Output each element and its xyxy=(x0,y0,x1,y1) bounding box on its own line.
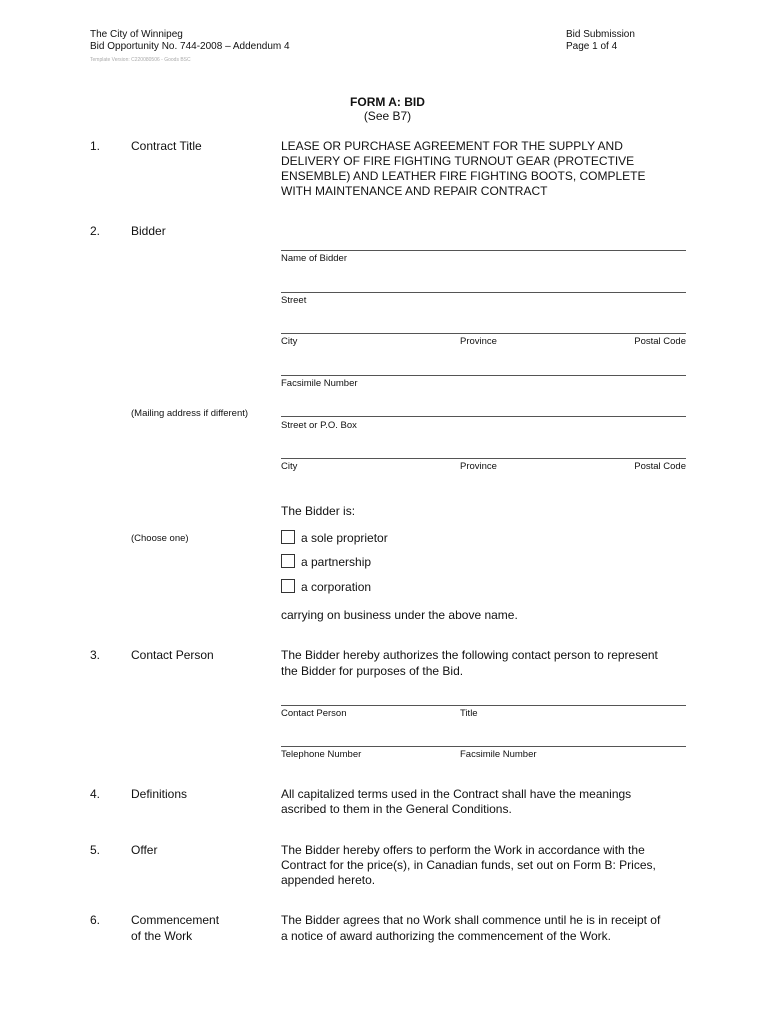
street-po-box-label: Street or P.O. Box xyxy=(281,420,357,431)
section-1-number: 1. xyxy=(90,139,101,153)
commencement-text-line-1: The Bidder agrees that no Work shall commence until he is in receipt of xyxy=(281,913,661,927)
contract-title-line-4: WITH MAINTENANCE AND REPAIR CONTRACT xyxy=(281,184,548,198)
sole-proprietor-checkbox[interactable] xyxy=(281,530,295,544)
section-2-number: 2. xyxy=(90,224,101,238)
section-4-number: 4. xyxy=(90,787,101,801)
province-label: Province xyxy=(460,336,497,347)
contact-title-label: Title xyxy=(460,708,478,719)
street-field[interactable] xyxy=(281,292,686,293)
corporation-checkbox[interactable] xyxy=(281,579,295,593)
mailing-city-label: City xyxy=(281,461,298,472)
corporation-label: a corporation xyxy=(301,580,372,594)
street-po-box-field[interactable] xyxy=(281,416,686,417)
mailing-province-label: Province xyxy=(460,461,497,472)
section-6-label-line-2: of the Work xyxy=(131,929,193,943)
name-of-bidder-label: Name of Bidder xyxy=(281,253,348,264)
header-bid-opportunity: Bid Opportunity No. 744-2008 – Addendum 4 xyxy=(90,41,290,52)
offer-text-line-3: appended hereto. xyxy=(281,873,376,887)
contract-title-line-1: LEASE OR PURCHASE AGREEMENT FOR THE SUPPLY AND xyxy=(281,139,623,153)
sole-proprietor-label: a sole proprietor xyxy=(301,531,388,545)
definitions-text-line-1: All capitalized terms used in the Contract shall have the meanings xyxy=(281,787,632,801)
facsimile-number-field[interactable] xyxy=(281,375,686,376)
mailing-postal-code-label: Postal Code xyxy=(634,461,686,472)
city-province-postal-field[interactable] xyxy=(281,333,686,334)
contact-person-text-line-2: the Bidder for purposes of the Bid. xyxy=(281,664,464,678)
telephone-number-label: Telephone Number xyxy=(281,749,362,760)
form-subtitle: (See B7) xyxy=(363,109,412,123)
section-4-label: Definitions xyxy=(131,787,188,801)
offer-text-line-1: The Bidder hereby offers to perform the Work in accordance with the xyxy=(281,843,645,857)
contact-person-title-field[interactable] xyxy=(281,705,686,706)
partnership-checkbox[interactable] xyxy=(281,554,295,568)
section-6-label-line-1: Commencement xyxy=(131,913,220,927)
section-5-number: 5. xyxy=(90,843,101,857)
postal-code-label: Postal Code xyxy=(634,336,686,347)
contact-person-text-line-1: The Bidder hereby authorizes the following contact person to represent xyxy=(281,648,658,662)
bidder-is-label: The Bidder is: xyxy=(281,504,356,518)
section-1-label: Contract Title xyxy=(131,139,202,153)
mailing-city-province-postal-field[interactable] xyxy=(281,458,686,459)
name-of-bidder-field[interactable] xyxy=(281,250,686,251)
commencement-text-line-2: a notice of award authorizing the commencement of the Work. xyxy=(281,929,611,943)
section-2-label: Bidder xyxy=(131,224,166,238)
offer-text-line-2: Contract for the price(s), in Canadian funds, set out on Form B: Prices, xyxy=(281,858,656,872)
section-3-label: Contact Person xyxy=(131,648,214,662)
header-page-number: Page 1 of 4 xyxy=(566,41,618,52)
contract-title-line-2: DELIVERY OF FIRE FIGHTING TURNOUT GEAR (PROTECTIVE xyxy=(281,154,635,168)
header-bid-submission: Bid Submission xyxy=(566,29,635,40)
definitions-text-line-2: ascribed to them in the General Conditions. xyxy=(281,802,512,816)
section-3-number: 3. xyxy=(90,648,101,662)
form-title: FORM A: BID xyxy=(350,95,425,109)
telephone-facsimile-field[interactable] xyxy=(281,746,686,747)
city-label: City xyxy=(281,336,298,347)
section-6-number: 6. xyxy=(90,913,101,927)
mailing-address-note: (Mailing address if different) xyxy=(131,408,249,419)
section-5-label: Offer xyxy=(131,843,158,857)
street-label: Street xyxy=(281,295,307,306)
contract-title-line-3: ENSEMBLE) AND LEATHER FIRE FIGHTING BOOTS, COMPLETE xyxy=(281,169,646,183)
header-template-version: Template Version: C220080506 - Goods BSC xyxy=(90,57,191,63)
partnership-label: a partnership xyxy=(301,555,372,569)
facsimile-number-label: Facsimile Number xyxy=(281,378,358,389)
choose-one-note: (Choose one) xyxy=(131,533,189,544)
contact-person-label: Contact Person xyxy=(281,708,347,719)
carrying-on-business-text: carrying on business under the above name. xyxy=(281,608,518,622)
header-city: The City of Winnipeg xyxy=(90,29,183,40)
contact-facsimile-label: Facsimile Number xyxy=(460,749,537,760)
